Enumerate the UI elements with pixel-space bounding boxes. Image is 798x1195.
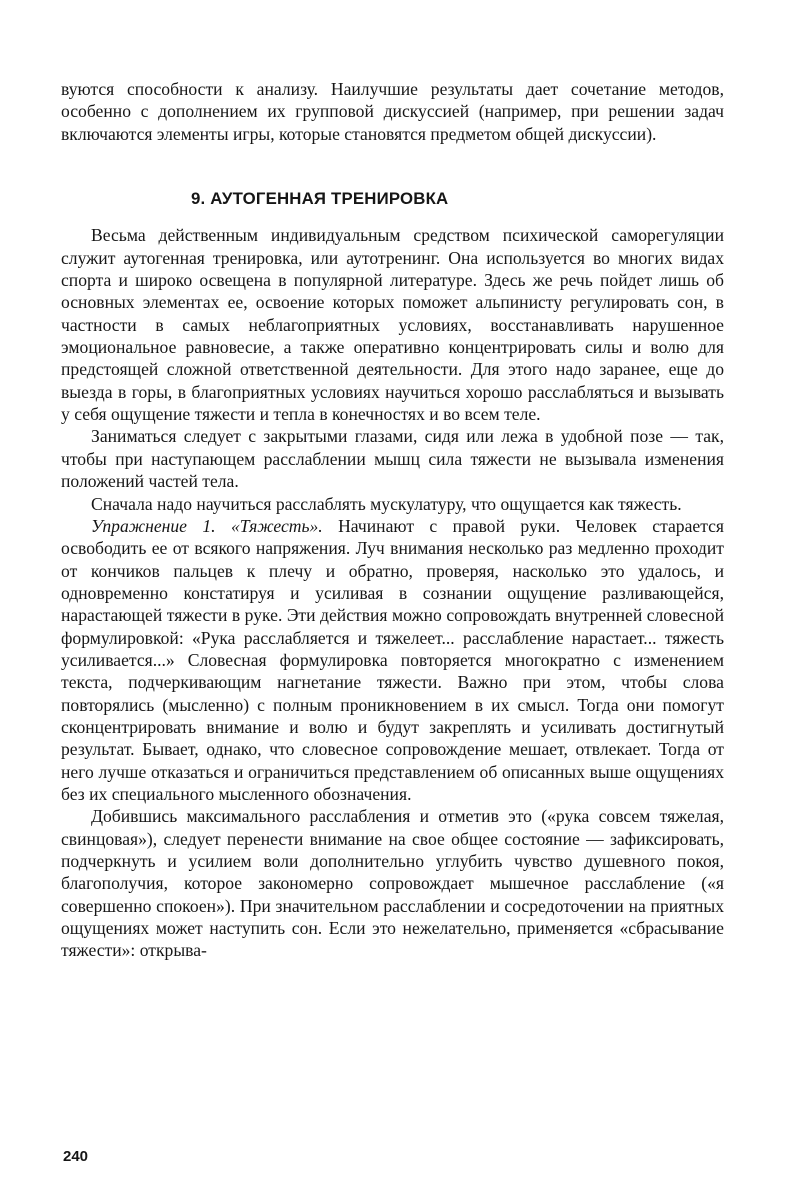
paragraph-posture: Заниматься следует с закрытыми глазами, сидя или лежа в удобной позе — так, чтобы при наступающем расслаблении мышц сила тяжести не вызывала изменения положений частей тела. [61, 426, 724, 492]
exercise-text: Начинают с правой руки. Человек старается освободить ее от всякого напряжения. Луч внимания несколько раз медленно проходит от кончиков пальцев к плечу и обратно, проверяя, насколько это удалось, и одновременно констатируя и усиливая в сознании ощущение разливающейся, нарастающей тяжести в руке. Эти действия можно сопровождать внутренней словесной формулировкой: «Рука расслабляется и тяжелеет... расслабление нарастает... тяжесть усиливается...» Словесная формулировка повторяется многократно с изменением текста, подчеркивающим нагнетание тяжести. Важно при этом, чтобы слова повторялись (мысленно) с полным проникновением в их смысл. Тогда они помогут сконцентрировать внимание и волю и будут закреплять и усиливать достигнутый результат. Бывает, однако, что словесное сопровождение мешает, отвлекает. Тогда от него лучше отказаться и ограничиться представлением об описанных выше ощущениях без их специального мысленного обозначения. [61, 515, 725, 804]
paragraph-autogenic-intro: Весьма действенным индивидуальным средством психической саморегуляции служит аутогенная тренировка, или аутотренинг. Она используется во многих видах спорта и широко освещена в популярной литературе. Здесь же речь пойдет лишь об основных элементах ее, освоение которых поможет альпинисту регулировать сон, в частности в самых неблагоприятных условиях, восстанавливать нарушенное эмоциональное равновесие, а также оперативно концентрировать силы и волю для предстоящей сложной ответственной деятельности. Для этого надо заранее, еще до выезда в горы, в благоприятных условиях научиться хорошо расслабляться и вызывать у себя ощущение тяжести и тепла в конечностях и во всем теле. [61, 225, 724, 425]
exercise-title: Упражнение 1. «Тяжесть». [91, 515, 323, 536]
section-heading: 9. АУТОГЕННАЯ ТРЕНИРОВКА [191, 189, 449, 209]
paragraph-exercise-1 [61, 515, 724, 805]
section-body [61, 224, 724, 961]
paragraph-relax-first: Сначала надо научиться расслаблять мускулатуру, что ощущается как тяжесть. [91, 493, 682, 514]
page-number: 240 [63, 1148, 89, 1165]
paragraph-final: Добившись максимального расслабления и отметив это («рука совсем тяжелая, свинцовая»), следует перенести внимание на свое общее состояние — зафиксировать, подчеркнуть и усилием воли дополнительно углубить чувство душевного покоя, благополучия, которое закономерно сопровождает мышечное расслабление («я совершенно спокоен»). При значительном расслаблении и сосредоточении на приятных ощущениях может наступить сон. Если это нежелательно, применяется «сбрасывание тяжести»: открыва- [61, 806, 724, 961]
opening-paragraph: вуются способности к анализу. Наилучшие результаты дает сочетание методов, особенно с дополнением их групповой дискуссией (например, при решении задач включаются элементы игры, которые становятся предметом общей дискуссии). [61, 79, 724, 144]
